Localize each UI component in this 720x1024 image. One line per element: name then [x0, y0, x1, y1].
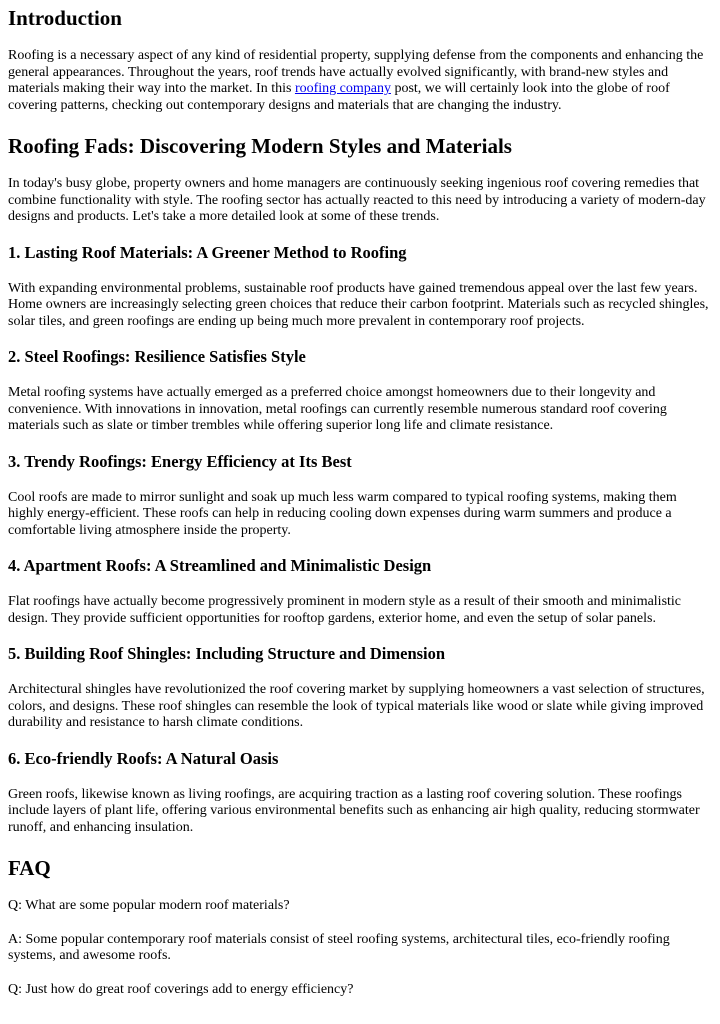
section-4-heading: 4. Apartment Roofs: A Streamlined and Minimalistic Design	[8, 556, 432, 575]
intro-text-after-link: post, we will certainly look into the globe of roof covering patterns, checking out contemporary designs and materials that are changing the industry.	[8, 81, 670, 113]
article	[0, 6, 720, 998]
fads-heading: Roofing Fads: Discovering Modern Styles and Materials	[8, 134, 512, 158]
intro-paragraph	[8, 48, 712, 114]
section-3-heading: 3. Trendy Roofings: Energy Efficiency at Its Best	[8, 451, 352, 471]
section-2-heading: 2. Steel Roofings: Resilience Satisfies Style	[8, 347, 306, 366]
faq-question-2: Q: Just how do great roof coverings add to energy efficiency?	[8, 981, 354, 997]
section-5-heading: 5. Building Roof Shingles: Including Structure and Dimension	[8, 644, 446, 663]
intro-heading: Introduction	[8, 6, 122, 30]
faq-heading: FAQ	[8, 856, 51, 880]
section-6-paragraph: Green roofs, likewise known as living roofings, are acquiring traction as a lasting roof covering solution. These roofings include layers of plant life, offering various environmental benefits such as enhancing air high quality, reducing stormwater runoff, and enhancing insulation.	[8, 786, 700, 835]
section-6-heading: 6. Eco-friendly Roofs: A Natural Oasis	[8, 748, 279, 768]
roofing-company-link[interactable]: roofing company	[294, 81, 391, 96]
section-4-paragraph: Flat roofings have actually become progressively prominent in modern style as a result of their smooth and minimalistic design. They provide sufficient opportunities for rooftop gardens, exterior home, and even the setup of solar panels.	[8, 594, 682, 626]
section-3-paragraph: Cool roofs are made to mirror sunlight and soak up much less warm compared to typical roofing systems, making them highly energy-efficient. These roofs can help in reducing cooling down expenses during warm summers and produce a comfortable living atmosphere inside the property.	[8, 489, 677, 538]
faq-question-1: Q: What are some popular modern roof materials?	[8, 898, 290, 913]
intro-text-before-link: Roofing is a necessary aspect of any kind of residential property, supplying defense from the components and enhancing the general appearances. Throughout the years, roof trends have actually evolved significantly, with brand-new styles and materials making their way into the market. In this	[8, 48, 704, 96]
faq-answer-1: A: Some popular contemporary roof materials consist of steel roofing systems, architectural tiles, eco-friendly roofing systems, and awesome roofs.	[8, 931, 670, 963]
section-1-paragraph: With expanding environmental problems, sustainable roof products have gained tremendous appeal over the last few years. Home owners are increasingly selecting green choices that reduce their carbon footprint. Materials such as recycled shingles, solar tiles, and green roofings are ending up being much more prevalent in contemporary roof projects.	[8, 280, 709, 329]
section-5-paragraph: Architectural shingles have revolutionized the roof covering market by supplying homeowners a vast selection of structures, colors, and designs. These roof shingles can resemble the look of typical materials like wood or slate while giving improved durability and resistance to harsh climate conditions.	[8, 682, 705, 730]
section-2-paragraph: Metal roofing systems have actually emerged as a preferred choice amongst homeowners due to their longevity and convenience. With innovations in innovation, metal roofings can currently resemble numerous standard roof covering materials such as slate or timber trembles while offering superior long life and climate resistance.	[8, 385, 667, 433]
fads-paragraph: In today's busy globe, property owners and home managers are continuously seeking ingenious roof covering remedies that combine functionality with style. The roofing sector has actually reacted to this need by introducing a variety of modern-day designs and products. Let's take a more detailed look at some of these trends.	[8, 176, 706, 224]
section-1-heading: 1. Lasting Roof Materials: A Greener Method to Roofing	[8, 242, 407, 262]
